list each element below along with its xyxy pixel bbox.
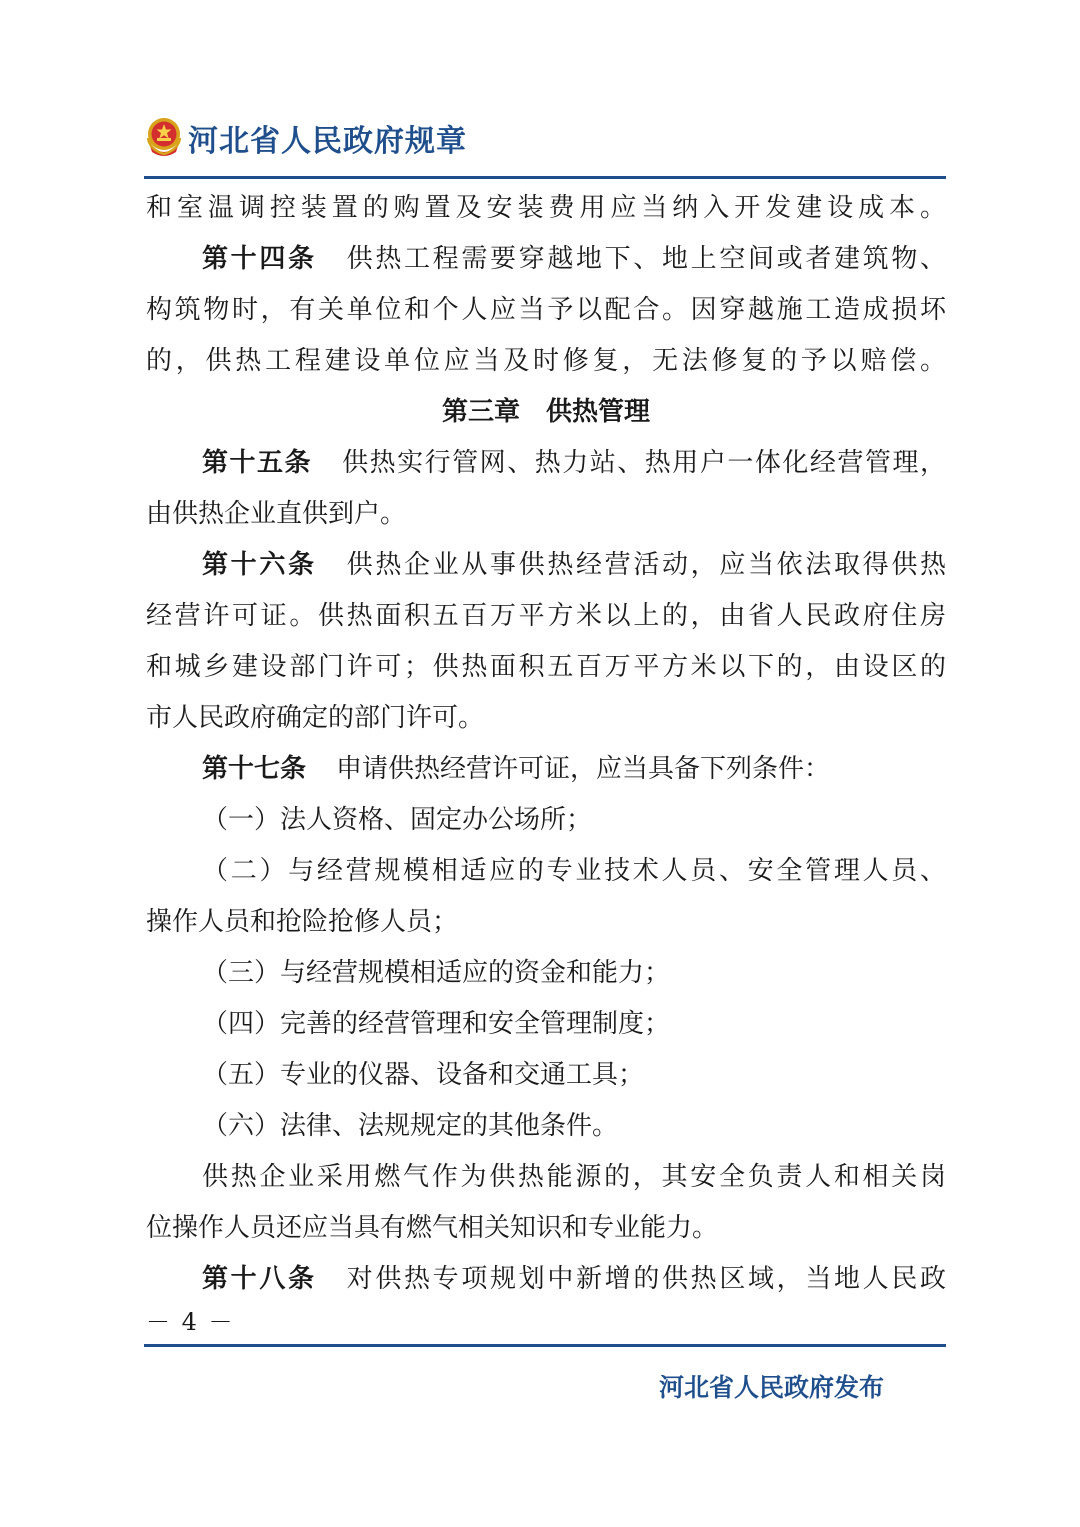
page-number: － 4 －	[146, 1308, 235, 1336]
text-line: 操作人员和抢险抢修人员；	[146, 907, 459, 937]
list-item: （三）与经营规模相适应的资金和能力；	[202, 958, 671, 988]
chapter-3-heading: 第三章 供热管理	[441, 397, 650, 427]
text-line: 供热企业从事供热经营活动，应当依法取得供热	[346, 550, 946, 580]
text-line: 申请供热经营许可证，应当具备下列条件：	[336, 754, 831, 784]
article-18-line	[146, 1254, 946, 1305]
text-line: 和室温调控装置的购置及安装费用应当纳入开发建设成本。	[146, 193, 946, 223]
text-line: 位操作人员还应当具有燃气相关知识和专业能力。	[146, 1213, 719, 1243]
article-15-title: 第十五条	[202, 448, 313, 478]
article-14-title: 第十四条	[202, 244, 317, 274]
list-item: （二）与经营规模相适应的专业技术人员、安全管理人员、	[202, 856, 946, 886]
list-item: （一）法人资格、固定办公场所；	[202, 805, 593, 835]
article-14-line	[146, 234, 946, 285]
text-line: 供热企业采用燃气作为供热能源的，其安全负责人和相关岗	[202, 1162, 946, 1192]
article-16-title: 第十六条	[202, 550, 317, 580]
text-line: 的，供热工程建设单位应当及时修复，无法修复的予以赔偿。	[146, 346, 946, 376]
article-17-line	[146, 744, 946, 795]
text-line: 供热实行管网、热力站、热用户一体化经营管理，	[342, 448, 946, 478]
text-line: 市人民政府确定的部门许可。	[146, 703, 485, 733]
text-line: 和城乡建设部门许可；供热面积五百万平方米以下的，由设区的	[146, 652, 946, 682]
text-line: 对供热专项规划中新增的供热区域，当地人民政	[346, 1264, 946, 1294]
page-header	[144, 112, 467, 164]
national-emblem-icon	[144, 116, 184, 160]
text-line: 构筑物时，有关单位和个人应当予以配合。因穿越施工造成损坏	[146, 295, 946, 325]
header-divider	[144, 176, 946, 179]
article-17-title: 第十七条	[202, 754, 307, 784]
text-line: 由供热企业直供到户。	[146, 499, 407, 529]
list-item: （四）完善的经营管理和安全管理制度；	[202, 1009, 671, 1039]
text-line: 供热工程需要穿越地下、地上空间或者建筑物、	[346, 244, 946, 274]
list-item: （五）专业的仪器、设备和交通工具；	[202, 1060, 645, 1090]
text-line: 经营许可证。供热面积五百万平方米以上的，由省人民政府住房	[146, 601, 946, 631]
article-16-line	[146, 540, 946, 591]
article-15-line	[146, 438, 946, 489]
document-body	[146, 183, 946, 1305]
header-title: 河北省人民政府规章	[188, 124, 467, 159]
publisher-footer: 河北省人民政府发布	[658, 1373, 884, 1402]
article-18-title: 第十八条	[202, 1264, 317, 1294]
list-item: （六）法律、法规规定的其他条件。	[202, 1111, 619, 1141]
footer-divider	[144, 1344, 946, 1347]
